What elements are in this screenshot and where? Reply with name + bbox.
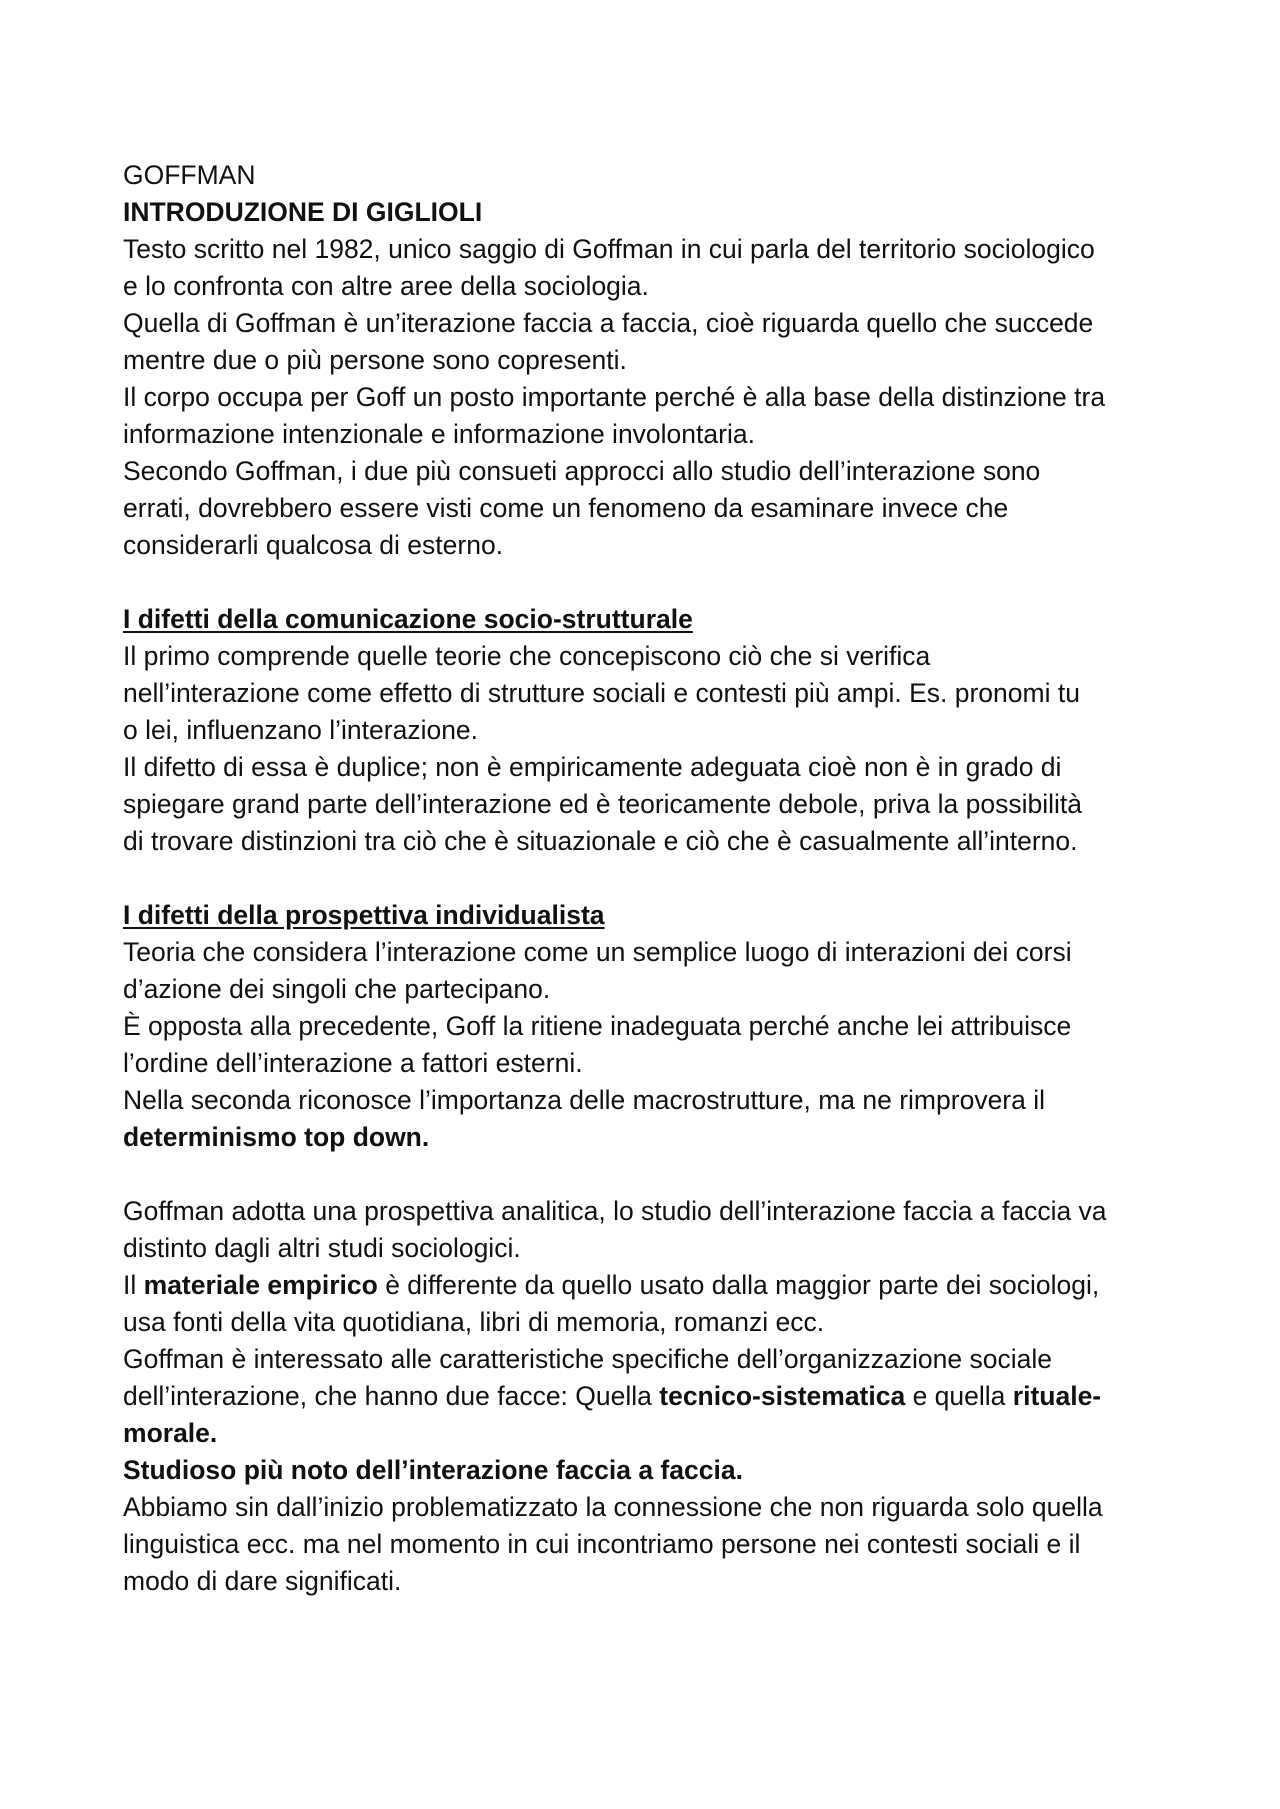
section2-bold-line: determinismo top down. [123, 1122, 430, 1152]
section3-line [123, 1267, 1183, 1304]
document-heading: GOFFMAN [123, 160, 256, 190]
section-title-individualista: I difetti della prospettiva individualista [123, 900, 605, 930]
section3-line: Goffman adotta una prospettiva analitica, lo studio dell’interazione faccia a faccia va [123, 1196, 1107, 1226]
bold-term: materiale empirico [143, 1270, 378, 1300]
text-run: è differente da quello usato dalla maggior parte dei sociologi, [377, 1270, 1100, 1300]
section2-line: l’ordine dell’interazione a fattori esterni. [123, 1048, 583, 1078]
section1-line: Il difetto di essa è duplice; non è empiricamente adeguata cioè non è in grado di [123, 752, 1062, 782]
section2-line: Teoria che considera l’interazione come un semplice luogo di interazioni dei corsi [123, 937, 1072, 967]
intro-line: errati, dovrebbero essere visti come un fenomeno da esaminare invece che [123, 493, 1009, 523]
section1-line: di trovare distinzioni tra ciò che è situazionale e ciò che è casualmente all’interno. [123, 826, 1078, 856]
section3-line: modo di dare significati. [123, 1566, 402, 1596]
section2-line: d’azione dei singoli che partecipano. [123, 974, 551, 1004]
bold-term: tecnico-sistematica [659, 1381, 906, 1411]
intro-subheading: INTRODUZIONE DI GIGLIOLI [123, 197, 483, 227]
section3-line [123, 1378, 1183, 1415]
intro-line: Il corpo occupa per Goff un posto importante perché è alla base della distinzione tra [123, 382, 1106, 412]
section3-line: linguistica ecc. ma nel momento in cui incontriamo persone nei contesti sociali e il [123, 1529, 1081, 1559]
paragraph-spacer [123, 1156, 1183, 1193]
section2-line: È opposta alla precedente, Goff la ritiene inadeguata perché anche lei attribuisce [123, 1011, 1072, 1041]
text-run: e quella [905, 1381, 1013, 1411]
section1-line: Il primo comprende quelle teorie che concepiscono ciò che si verifica [123, 641, 931, 671]
intro-line: Quella di Goffman è un’iterazione faccia a faccia, cioè riguarda quello che succede [123, 308, 1094, 338]
text-run: Il [123, 1270, 144, 1300]
section3-line: distinto dagli altri studi sociologici. [123, 1233, 521, 1263]
section3-line: Goffman è interessato alle caratteristiche specifiche dell’organizzazione sociale [123, 1344, 1052, 1374]
intro-line: mentre due o più persone sono copresenti. [123, 345, 627, 375]
section1-line: spiegare grand parte dell’interazione ed è teoricamente debole, priva la possibilità [123, 789, 1083, 819]
intro-line: informazione intenzionale e informazione involontaria. [123, 419, 755, 449]
intro-line: Secondo Goffman, i due più consueti approcci allo studio dell’interazione sono [123, 456, 1041, 486]
paragraph-spacer [123, 564, 1183, 601]
document-page [123, 157, 1183, 1600]
section1-line: o lei, influenzano l’interazione. [123, 715, 479, 745]
intro-line: e lo confronta con altre aree della sociologia. [123, 271, 649, 301]
section1-line: nell’interazione come effetto di strutture sociali e contesti più ampi. Es. pronomi tu [123, 678, 1080, 708]
section3-bold-line: morale. [123, 1418, 218, 1448]
section3-line: Abbiamo sin dall’inizio problematizzato la connessione che non riguarda solo quella [123, 1492, 1103, 1522]
bold-term: rituale- [1012, 1381, 1102, 1411]
section-title-socio-strutturale: I difetti della comunicazione socio-strutturale [123, 604, 693, 634]
intro-line: Testo scritto nel 1982, unico saggio di Goffman in cui parla del territorio sociologico [123, 234, 1095, 264]
intro-line: considerarli qualcosa di esterno. [123, 530, 504, 560]
section2-line: Nella seconda riconosce l’importanza delle macrostrutture, ma ne rimprovera il [123, 1085, 1046, 1115]
section3-bold-line: Studioso più noto dell’interazione faccia a faccia. [123, 1455, 743, 1485]
text-run: dell’interazione, che hanno due facce: Quella [123, 1381, 660, 1411]
paragraph-spacer [123, 860, 1183, 897]
section3-line: usa fonti della vita quotidiana, libri di memoria, romanzi ecc. [123, 1307, 825, 1337]
